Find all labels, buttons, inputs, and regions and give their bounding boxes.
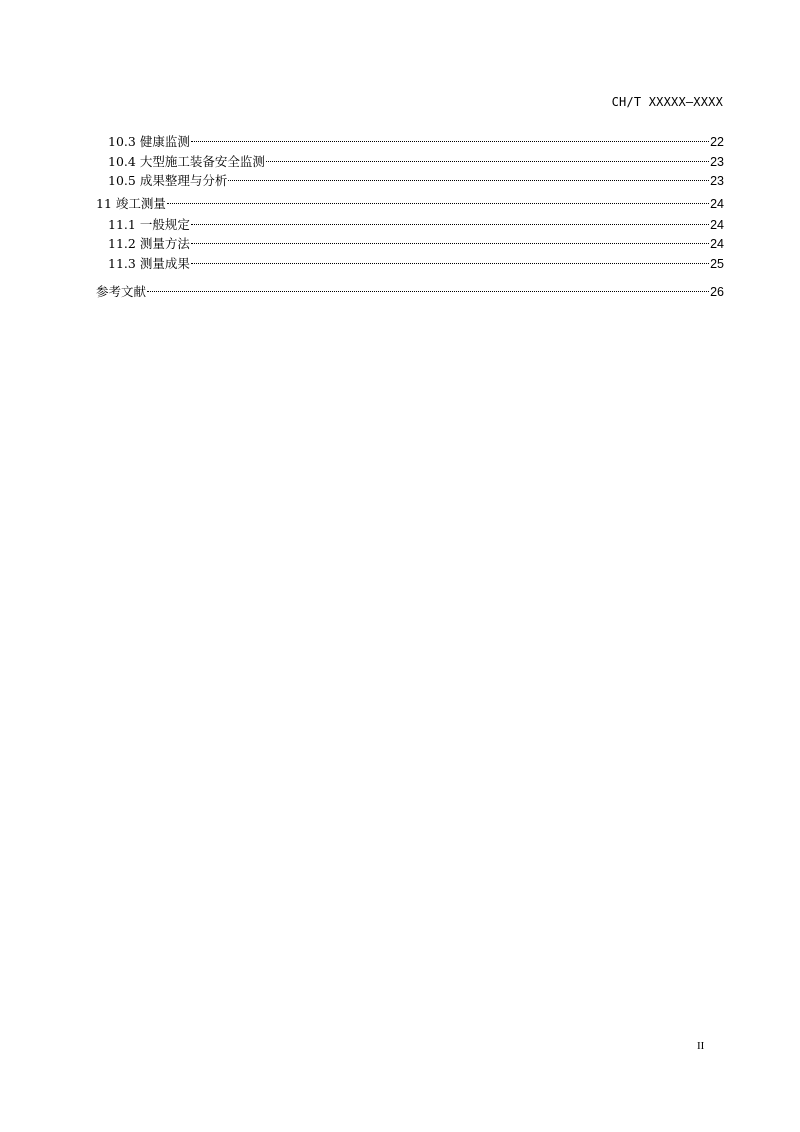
page-number-footer: II <box>697 1040 705 1052</box>
document-code-header: CH/T XXXXX—XXXX <box>611 95 723 109</box>
toc-entry-page: 24 <box>710 237 724 251</box>
toc-entry-number: 11.3 <box>108 255 140 271</box>
toc-entry-number: 10.4 <box>108 153 140 169</box>
toc-entry-10-4[interactable] <box>96 152 724 172</box>
toc-entry-title: 大型施工装备安全监测 <box>139 153 265 169</box>
table-of-contents <box>96 132 724 303</box>
toc-leader-dots <box>167 203 709 204</box>
toc-entry-title: 参考文献 <box>96 284 147 299</box>
toc-entry-title: 测量方法 <box>139 236 190 251</box>
toc-entry-number: 11.2 <box>108 236 140 251</box>
toc-entry-page: 24 <box>710 196 724 211</box>
toc-entry-page: 25 <box>710 256 724 271</box>
toc-entry-title: 健康监测 <box>139 134 190 149</box>
toc-entry-number: 10.3 <box>108 134 140 149</box>
toc-leader-dots <box>191 243 709 244</box>
toc-leader-dots <box>191 263 709 264</box>
toc-entry-references[interactable] <box>96 279 724 303</box>
toc-entry-page: 24 <box>710 217 724 232</box>
toc-leader-dots <box>191 141 709 142</box>
toc-entry-11-3[interactable] <box>96 254 724 274</box>
toc-leader-dots <box>266 161 709 162</box>
toc-entry-11-1[interactable] <box>96 215 724 235</box>
toc-leader-dots <box>147 291 709 292</box>
toc-entry-title: 成果整理与分析 <box>139 173 228 188</box>
toc-entry-page: 22 <box>710 135 724 149</box>
toc-entry-page: 23 <box>710 154 724 169</box>
toc-entry-10-3[interactable] <box>96 132 724 152</box>
toc-entry-title: 测量成果 <box>139 255 190 271</box>
toc-entry-10-5[interactable] <box>96 171 724 191</box>
toc-entry-page: 26 <box>710 285 724 299</box>
toc-leader-dots <box>191 224 709 225</box>
toc-entry-11-2[interactable] <box>96 234 724 254</box>
toc-entry-page: 23 <box>710 174 724 188</box>
toc-entry-number: 10.5 <box>108 173 140 188</box>
toc-entry-title: 一般规定 <box>139 216 190 232</box>
toc-entry-number: 11 <box>96 195 116 211</box>
toc-leader-dots <box>228 180 709 181</box>
toc-entry-title: 竣工测量 <box>115 195 166 211</box>
toc-entry-number: 11.1 <box>108 216 140 232</box>
toc-entry-11[interactable] <box>96 191 724 215</box>
